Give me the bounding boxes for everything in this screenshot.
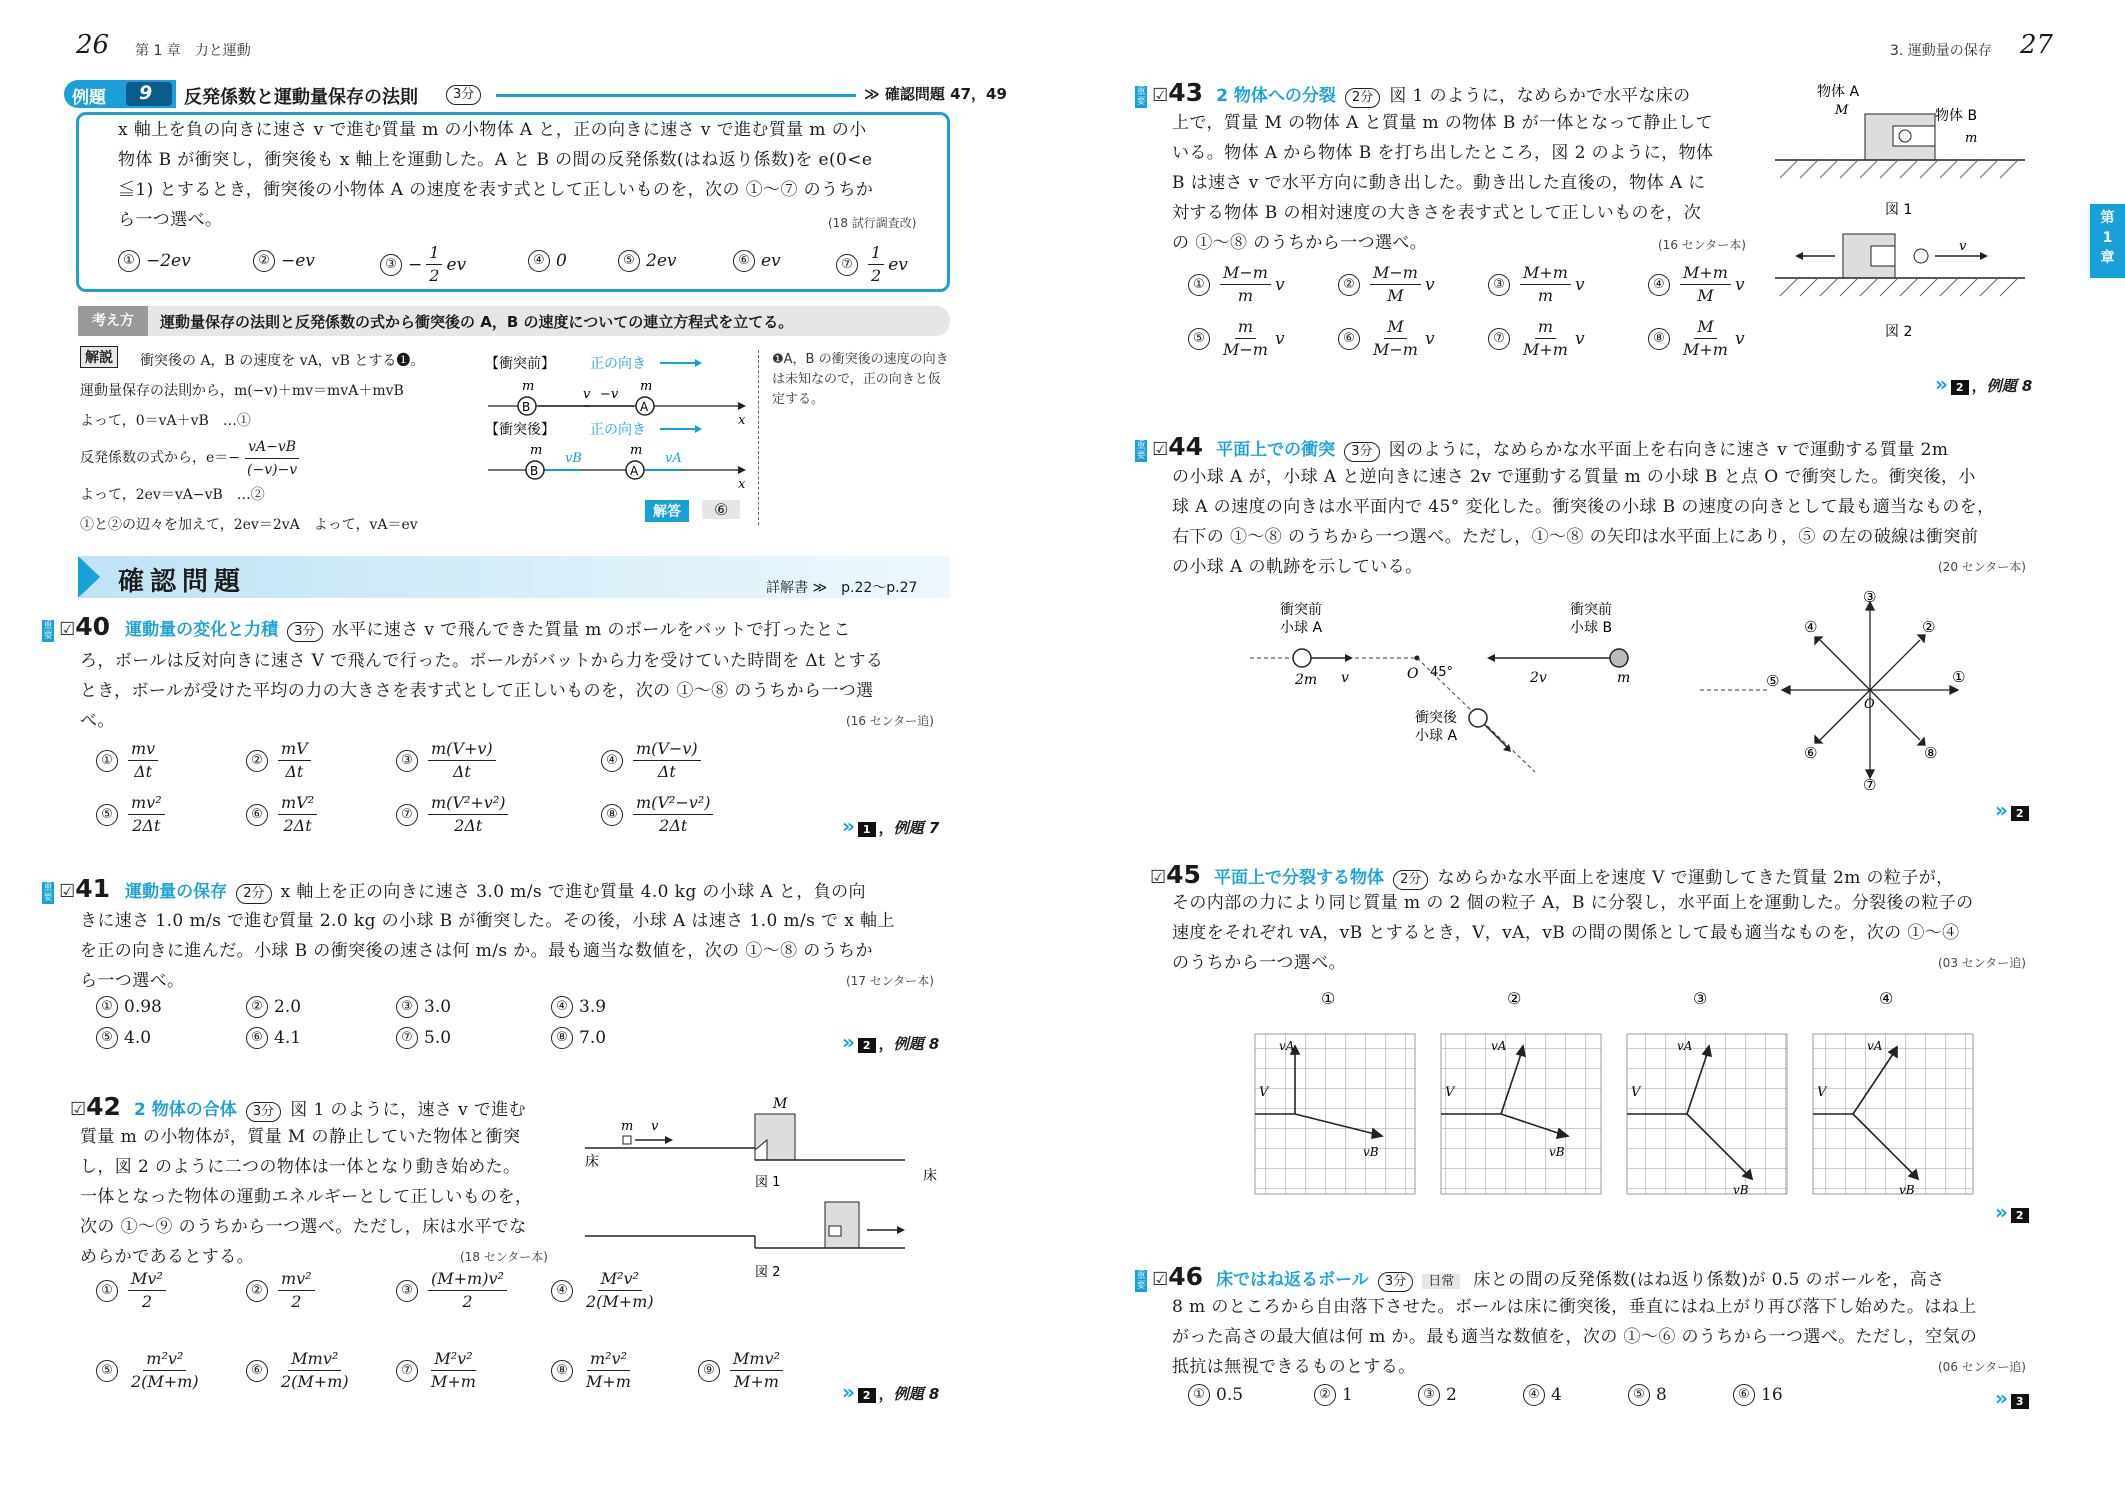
question-46: 重要 ☑46 床ではね返るボール 3分 日常 床との間の反発係数(はね返り係数)が 0.5 のボールを，高さ: [1136, 1262, 1945, 1291]
svg-text:m: m: [522, 379, 535, 394]
pos-dir-label-2: 正の向き: [590, 422, 646, 438]
q43-option[interactable]: ③ $\frac{M+m}{m}$ v: [1488, 262, 1585, 307]
svg-text:物体 B: 物体 B: [1935, 108, 1978, 124]
svg-text:vB: vB: [1363, 1145, 1379, 1159]
q41-text: きに速さ 1.0 m/s で進む質量 2.0 kg の小球 B が衝突した。その後，小球 A は速さ 1.0 m/s で x 軸上 を正の向きに進んだ。小球 B の衝突後の速さは何 m/s か。最も適当な数値を，次の ①〜⑧ のうちか ら一つ選べ。: [80, 911, 895, 991]
svg-text:図 2: 図 2: [755, 1265, 781, 1280]
checkbox-icon[interactable]: ☑: [70, 1099, 87, 1120]
q46-option[interactable]: ④ 4: [1523, 1384, 1562, 1406]
q43-options: [1188, 262, 1788, 372]
q40-option[interactable]: ⑧ $\frac{\text{m(V²−v²)}}{2\Delta t}$: [601, 792, 717, 837]
q42-option[interactable]: ③ $\frac{\text{(M+m)v²}}{2}$: [396, 1268, 511, 1313]
q42-text: 質量 m の小物体が，質量 M の静止していた物体と衝突 し，図 2 のように二つの物体は一体となり動き始めた。 一体となった物体の運動エネルギーとして正しいものを， 次の ①〜⑨ のうちから一つ選べ。ただし，床は水平でな めらかであるとする。: [80, 1127, 533, 1267]
section-title: 確認問題: [118, 567, 247, 597]
svg-text:v: v: [651, 1119, 659, 1134]
q43-source: (16 センター本): [1658, 238, 1746, 252]
example-header-rule: [496, 94, 856, 97]
q46-option[interactable]: ⑥ 16: [1733, 1384, 1783, 1406]
svg-text:m: m: [640, 379, 653, 394]
svg-text:−v: −v: [600, 387, 619, 402]
left-running-head: 第 1 章 力と運動: [135, 43, 251, 59]
svg-text:衝突前: 衝突前: [1280, 602, 1322, 618]
checkbox-icon[interactable]: ☑: [1150, 867, 1167, 888]
svg-text:vB: vB: [1549, 1145, 1565, 1159]
svg-text:衝突後: 衝突後: [1415, 710, 1457, 726]
question-title: 運動量の変化と力積: [125, 620, 279, 640]
svg-text:物体 A: 物体 A: [1817, 84, 1860, 100]
svg-text:V: V: [1445, 1085, 1455, 1100]
q43-ref[interactable]: » 2 ，例題 8: [1935, 372, 2033, 396]
kaisetsu-tag: 解説: [80, 346, 118, 368]
example-option[interactable]: ④ 0: [528, 250, 567, 272]
chapter-tab: 第 1 章: [2090, 204, 2125, 278]
q40-option[interactable]: ④ $\frac{m(V-v)}{\Delta t}$: [601, 738, 705, 783]
q43-option[interactable]: ⑤ $\frac{m}{M-m}$ v: [1188, 316, 1285, 361]
q45-text: その内部の力により同じ質量 m の 2 個の粒子 A，B に分裂し，水平面上を運動した。分裂後の粒子の 速度をそれぞれ vA，vB とするとき，V，vA，vB の間の関係として最も適当なものを，次の ①〜④ のうちから一つ選べ。: [1172, 893, 1974, 973]
checkbox-icon[interactable]: ☑: [1152, 85, 1169, 106]
q41-option[interactable]: ⑦ 5.0: [396, 1027, 451, 1049]
q42-option[interactable]: ⑦ $\frac{\text{M²v²}}{M+m}$: [396, 1348, 483, 1393]
q43-option[interactable]: ⑦ $\frac{m}{M+m}$ v: [1488, 316, 1585, 361]
q46-option[interactable]: ② 1: [1314, 1384, 1353, 1406]
checkbox-icon[interactable]: ☑: [59, 881, 76, 902]
q46-ref[interactable]: » 3: [1995, 1386, 2032, 1410]
q46-option[interactable]: ③ 2: [1418, 1384, 1457, 1406]
question-43: 重要 ☑43 2 物体への分裂 2分 図 1 のように，なめらかで水平な床の: [1136, 78, 1691, 107]
svg-text:A: A: [640, 400, 649, 414]
svg-text:⑤: ⑤: [1766, 672, 1780, 690]
q42-figure: [585, 1090, 955, 1290]
svg-text:図 1: 図 1: [1885, 202, 1913, 218]
question-number: 40: [75, 612, 111, 641]
kaisetsu-divider: [758, 350, 759, 525]
answer-value: ⑥: [702, 500, 740, 519]
svg-text:m: m: [530, 443, 543, 458]
svg-text:⑥: ⑥: [1804, 744, 1818, 762]
answer-label: 解答: [645, 500, 689, 522]
svg-text:M: M: [1835, 103, 1849, 118]
svg-text:m: m: [621, 1119, 634, 1134]
checkbox-icon[interactable]: ☑: [1152, 439, 1169, 460]
svg-text:m: m: [1965, 131, 1978, 146]
q44-collision-figure: [1245, 596, 1645, 786]
svg-text:①: ①: [1321, 989, 1336, 1008]
svg-text:A: A: [630, 464, 639, 478]
example-tag: 例題: [72, 88, 106, 108]
q40-options: [96, 738, 956, 848]
q40-option[interactable]: ⑥ $\frac{\text{mV²}}{2\Delta t}$: [246, 792, 321, 837]
svg-text:x: x: [738, 413, 746, 428]
svg-text:v: v: [1959, 239, 1967, 254]
svg-text:②: ②: [1922, 618, 1936, 636]
q41-source: (17 センター本): [846, 974, 934, 988]
q46-source: (06 センター追): [1938, 1360, 2026, 1374]
q40-option[interactable]: ② $\frac{mV}{\Delta t}$: [246, 738, 315, 783]
q40-option[interactable]: ⑤ $\frac{\text{mv²}}{2\Delta t}$: [96, 792, 169, 837]
example-option[interactable]: ⑦ $\frac{1}{2}$ ev: [836, 242, 908, 287]
q44-text: の小球 A が，小球 A と逆向きに速さ 2v で運動する質量 m の小球 B と点 O で衝突した。衝突後，小 球 A の速度の向きは水平面内で 45° 変化した。衝突後の小球 B の速度の向きとして最も適当なものを， 右下の ①〜⑧ のうちから一つ選べ。ただし，①〜⑧ の矢印は水平面上にあり，⑤ の左の破線は衝突前 の小球 A の軌跡を示している。: [1172, 467, 1995, 577]
q41-ref[interactable]: » 2 ，例題 8: [842, 1030, 940, 1054]
svg-text:x: x: [738, 477, 746, 492]
svg-text:m: m: [630, 443, 643, 458]
pos-dir-label: 正の向き: [590, 356, 646, 372]
svg-text:B: B: [522, 400, 531, 414]
q42-options: [96, 1268, 856, 1398]
important-badge: 重要: [43, 620, 53, 641]
svg-text:③: ③: [1693, 989, 1708, 1008]
example-text: x 軸上を負の向きに速さ v で進む質量 m の小物体 A と，正の向きに速さ v で進む質量 m の小 物体 B が衝突し，衝突後も x 軸上を運動した。A と B の間の反発係数(はね返り係数)を e(0<e ≦1) とするとき，衝突後の小物体 A の速度を表す式として正しいものを，次の ①〜⑦ のうちか ら一つ選べ。: [118, 120, 874, 230]
q42-option[interactable]: ⑥ $\frac{\text{Mmv²}}{2(M+m)}$: [246, 1348, 356, 1393]
q40-text: ろ，ボールは反対向きに速さ V で飛んで行った。ボールがバットから力を受けていた時間を Δt とする とき，ボールが受けた平均の力の大きさを表す式として正しいものを，次の ①〜⑧ のうちから一つ選 べ。: [80, 651, 884, 731]
svg-text:図 2: 図 2: [1885, 324, 1913, 340]
daily-tag: 日常: [1422, 1274, 1460, 1289]
example-option[interactable]: ⑤ 2ev: [618, 250, 676, 272]
kaisetsu-text: 衝突後の A，B の速度を vA，vB とする❶。 運動量保存の法則から，m(−v)＋mv＝mvA＋mvB よって，0＝vA＋vB …① 反発係数の式から，e＝− $\frac{vA-vB}{(-v)-v}$ よって，2ev＝vA−vB …② ①と②の辺々を加えて，2ev＝2vA よって，vA＝ev: [80, 353, 425, 533]
svg-text:O: O: [1407, 666, 1419, 682]
q46-option[interactable]: ⑤ 8: [1628, 1384, 1667, 1406]
q42-option[interactable]: ⑨ $\frac{\text{Mmv²}}{M+m}$: [698, 1348, 787, 1393]
q40-ref[interactable]: » 1 ，例題 7: [842, 814, 940, 838]
q42-source: (18 センター本): [460, 1250, 548, 1264]
q46-options: [1188, 1384, 1888, 1416]
svg-text:vB: vB: [1733, 1183, 1749, 1197]
q40-option[interactable]: ⑦ $\frac{\text{m(V²+v²)}}{2\Delta t}$: [396, 792, 512, 837]
question-time: 3分: [287, 622, 322, 642]
before-label: 【衝突前】: [485, 356, 555, 372]
question-44: 重要 ☑44 平面上での衝突 3分 図のように，なめらかな水平面上を右向きに速さ v で運動する質量 2m: [1136, 432, 1949, 461]
svg-text:V: V: [1817, 1085, 1827, 1100]
kangaekata-text: 運動量保存の法則と反発係数の式から衝突後の A，B の速度についての連立方程式を立てる。: [160, 313, 794, 331]
svg-text:vB: vB: [1899, 1183, 1915, 1197]
example-source: (18 試行調査改): [828, 216, 917, 230]
left-page-number: 26: [76, 30, 110, 60]
checkbox-icon[interactable]: ☑: [1152, 1269, 1169, 1290]
svg-text:vA: vA: [1491, 1039, 1507, 1053]
q41-option[interactable]: ⑥ 4.1: [246, 1027, 301, 1049]
q40-option[interactable]: ③ $\frac{m(V+v)}{\Delta t}$: [396, 738, 500, 783]
svg-text:小球 B: 小球 B: [1570, 620, 1613, 636]
svg-text:v: v: [1341, 670, 1349, 686]
example-option[interactable]: ① −2ev: [118, 250, 191, 272]
q41-option[interactable]: ⑧ 7.0: [551, 1027, 606, 1049]
svg-text:V: V: [1259, 1085, 1269, 1100]
right-page-number: 27: [2020, 30, 2054, 60]
q43-option[interactable]: ⑥ $\frac{M}{M-m}$ v: [1338, 316, 1435, 361]
example-confirm-ref: ≫ 確認問題 47，49: [864, 85, 1007, 103]
q42-option[interactable]: ① $\frac{\text{Mv²}}{2}$: [96, 1268, 170, 1313]
svg-text:③: ③: [1863, 588, 1877, 606]
svg-text:45°: 45°: [1430, 665, 1454, 680]
svg-text:衝突前: 衝突前: [1570, 602, 1612, 618]
svg-text:O: O: [1864, 697, 1875, 712]
example-number: 9: [139, 82, 153, 104]
svg-text:⑧: ⑧: [1924, 744, 1938, 762]
svg-text:vA: vA: [1677, 1039, 1693, 1053]
kaisetsu-note: ❶A，B の衝突後の速度の向きは未知なので，正の向きと仮定する。: [772, 352, 949, 407]
svg-text:v: v: [583, 387, 591, 402]
section-ref: 詳解書 ≫ p.22〜p.27: [766, 580, 918, 596]
svg-text:vA: vA: [1867, 1039, 1883, 1053]
question-41: 重要 ☑41 運動量の保存 2分 x 軸上を正の向きに速さ 3.0 m/s で進む質量 4.0 kg の小球 A と，負の向: [43, 874, 866, 903]
svg-text:V: V: [1631, 1085, 1641, 1100]
svg-text:vB: vB: [565, 451, 582, 466]
q42-option[interactable]: ④ $\frac{\text{M²v²}}{2(M+m)}$: [551, 1268, 661, 1313]
example-option[interactable]: ③ − $\frac{1}{2}$ ev: [380, 242, 466, 287]
kangaekata-tag: 考え方: [78, 306, 148, 336]
right-running-head: 3. 運動量の保存: [1890, 43, 1992, 59]
svg-text:⑦: ⑦: [1863, 776, 1877, 794]
svg-text:vA: vA: [1279, 1039, 1295, 1053]
q42-option[interactable]: ⑤ $\frac{\text{m²v²}}{2(M+m)}$: [96, 1348, 206, 1393]
q41-option[interactable]: ① 0.98: [96, 996, 162, 1018]
q44-ref[interactable]: » 2: [1995, 798, 2032, 822]
q44-direction-figure: [1700, 588, 1966, 794]
svg-text:vA: vA: [665, 451, 682, 466]
q41-option[interactable]: ⑤ 4.0: [96, 1027, 151, 1049]
svg-text:④: ④: [1879, 989, 1894, 1008]
example-option[interactable]: ⑥ ev: [733, 250, 781, 272]
example-header: [64, 80, 1007, 110]
svg-text:m: m: [1617, 670, 1631, 686]
q41-options: [96, 996, 696, 1056]
q41-option[interactable]: ② 2.0: [246, 996, 301, 1018]
q45-vector-figures: [1245, 988, 1980, 1198]
svg-text:床: 床: [585, 1154, 599, 1170]
svg-text:M: M: [773, 1096, 788, 1112]
q44-source: (20 センター本): [1938, 560, 2026, 574]
example-options: [118, 243, 948, 285]
q40-option[interactable]: ① $\frac{mv}{\Delta t}$: [96, 738, 162, 783]
svg-text:小球 A: 小球 A: [1280, 620, 1323, 636]
q41-option[interactable]: ③ 3.0: [396, 996, 451, 1018]
svg-text:④: ④: [1804, 618, 1818, 636]
svg-text:床: 床: [923, 1168, 937, 1184]
q43-option[interactable]: ④ $\frac{M+m}{M}$ v: [1648, 262, 1745, 307]
q42-option[interactable]: ⑧ $\frac{\text{m²v²}}{M+m}$: [551, 1348, 638, 1393]
q40-source: (16 センター追): [846, 714, 934, 728]
svg-text:小球 A: 小球 A: [1415, 728, 1458, 744]
q43-figure: [1775, 80, 2035, 350]
svg-text:図 1: 図 1: [755, 1175, 781, 1190]
checkbox-icon[interactable]: ☑: [59, 619, 76, 640]
q43-option[interactable]: ② $\frac{M-m}{M}$ v: [1338, 262, 1435, 307]
section-header-arrow: [78, 556, 100, 598]
q42-option[interactable]: ② $\frac{\text{mv²}}{2}$: [246, 1268, 319, 1313]
q46-option[interactable]: ① 0.5: [1188, 1384, 1243, 1406]
q42-ref[interactable]: » 2 ，例題 8: [842, 1380, 940, 1404]
example-title: 反発係数と運動量保存の法則: [184, 87, 418, 108]
q41-option[interactable]: ④ 3.9: [551, 996, 606, 1018]
q43-text: 上で，質量 M の物体 A と質量 m の物体 B が一体となって静止して いる。物体 A から物体 B を打ち出したところ，図 2 のように，物体 B は速さ v で水平方向に動き出した。動き出した直後の，物体 A に 対する物体 B の相対速度の大きさを表す式として正しいものを，次 の ①〜⑧ のうちから一つ選べ。: [1172, 113, 1714, 253]
svg-text:2m: 2m: [1295, 672, 1318, 688]
q45-source: (03 センター追): [1938, 956, 2026, 970]
svg-text:①: ①: [1952, 668, 1966, 686]
q46-text: 8 m のところから自由落下させた。ボールは床に衝突後，垂直にはね上がり再び落下し始めた。はね上 がった高さの最大値は何 m か。最も適当な数値を，次の ①〜⑥ のうちから一つ選べ。ただし，空気の 抵抗は無視できるものとする。: [1172, 1297, 1978, 1377]
example-time: 3分: [446, 85, 481, 105]
q45-ref[interactable]: » 2: [1995, 1200, 2032, 1224]
after-label: 【衝突後】: [485, 422, 555, 438]
q43-option[interactable]: ⑧ $\frac{M}{M+m}$ v: [1648, 316, 1745, 361]
q43-option[interactable]: ① $\frac{M-m}{m}$ v: [1188, 262, 1285, 307]
svg-text:②: ②: [1507, 989, 1522, 1008]
question-45: ☑45 平面上で分裂する物体 2分 なめらかな水平面上を速度 V で運動してきた質量 2m の粒子が，: [1150, 860, 1954, 889]
question-40: 重要 ☑40 運動量の変化と力積 3分 水平に速さ v で飛んできた質量 m のボールをバットで打ったとこ: [43, 612, 851, 641]
svg-text:2v: 2v: [1530, 670, 1547, 686]
question-42: ☑42 2 物体の合体 3分 図 1 のように，速さ v で進む: [70, 1092, 527, 1121]
svg-text:B: B: [530, 464, 539, 478]
example-option[interactable]: ② −ev: [253, 250, 315, 272]
